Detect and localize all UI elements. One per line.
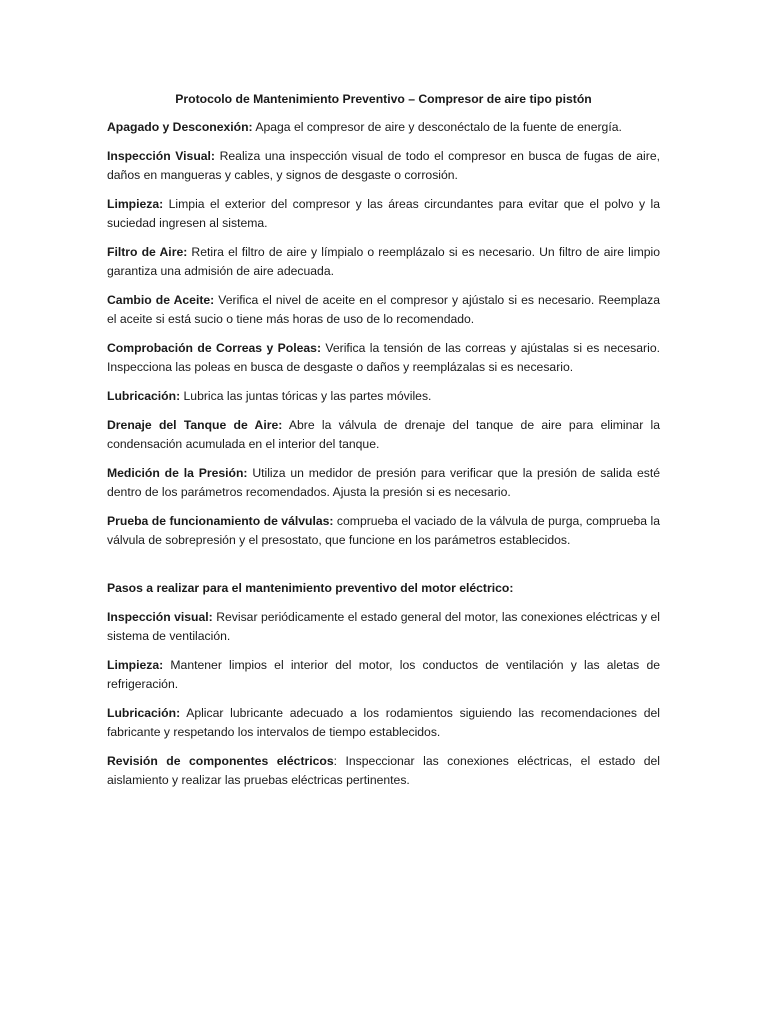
step-label: Medición de la Presión:: [107, 466, 248, 480]
compressor-step: [107, 464, 660, 502]
step-text: Lubrica las juntas tóricas y las partes móviles.: [180, 389, 432, 403]
compressor-step: [107, 195, 660, 233]
motor-step: [107, 704, 660, 742]
step-label: Comprobación de Correas y Poleas:: [107, 341, 321, 355]
step-label: Inspección visual:: [107, 610, 213, 624]
step-text: Apaga el compresor de aire y desconéctalo de la fuente de energía.: [252, 120, 622, 134]
step-label: Prueba de funcionamiento de válvulas:: [107, 514, 334, 528]
compressor-step: [107, 416, 660, 454]
step-text: Abre la válvula de drenaje del tanque de aire para eliminar la condensación acumulada en el interior del tanque.: [107, 418, 660, 451]
step-label: Limpieza:: [107, 197, 164, 211]
step-label: Filtro de Aire:: [107, 245, 188, 259]
step-text: Revisar periódicamente el estado general del motor, las conexiones eléctricas y el sistema de ventilación.: [107, 610, 660, 643]
motor-step: [107, 656, 660, 694]
motor-section-heading: Pasos a realizar para el mantenimiento preventivo del motor eléctrico:: [107, 581, 514, 595]
step-label: Inspección Visual:: [107, 149, 215, 163]
document-title: Protocolo de Mantenimiento Preventivo – Compresor de aire tipo pistón: [175, 92, 592, 106]
step-text: comprueba el vaciado de la válvula de purga, comprueba la válvula de sobrepresión y el presostato, que funcione en los parámetros establecidos.: [107, 514, 660, 547]
motor-step: [107, 608, 660, 646]
motor-step: [107, 752, 660, 790]
compressor-step: [107, 243, 660, 281]
compressor-steps-list: [107, 118, 660, 550]
compressor-step: [107, 387, 660, 406]
step-text: Retira el filtro de aire y límpialo o reemplázalo si es necesario. Un filtro de aire limpio garantiza una admisión de aire adecuada.: [107, 245, 660, 278]
step-label: Cambio de Aceite:: [107, 293, 215, 307]
step-text: Limpia el exterior del compresor y las áreas circundantes para evitar que el polvo y la suciedad ingresen al sistema.: [107, 197, 660, 230]
step-text: Verifica el nivel de aceite en el compresor y ajústalo si es necesario. Reemplaza el aceite si está sucio o tiene más horas de uso de lo recomendado.: [107, 293, 660, 326]
step-text: : Inspeccionar las conexiones eléctricas, el estado del aislamiento y realizar las pruebas eléctricas pertinentes.: [107, 754, 660, 787]
compressor-step: [107, 512, 660, 550]
document-page: [107, 90, 660, 800]
step-label: Lubricación:: [107, 706, 181, 720]
step-label: Drenaje del Tanque de Aire:: [107, 418, 283, 432]
step-text: Mantener limpios el interior del motor, los conductos de ventilación y las aletas de refrigeración.: [107, 658, 660, 691]
section-spacer: [107, 560, 660, 579]
step-label: Lubricación:: [107, 389, 181, 403]
step-text: Aplicar lubricante adecuado a los rodamientos siguiendo las recomendaciones del fabricante y respetando los intervalos de tiempo establecidos.: [107, 706, 660, 739]
step-label: Revisión de componentes eléctricos: [107, 754, 334, 768]
step-label: Apagado y Desconexión:: [107, 120, 253, 134]
motor-steps-list: [107, 608, 660, 790]
step-label: Limpieza:: [107, 658, 164, 672]
compressor-step: [107, 339, 660, 377]
compressor-step: [107, 118, 660, 137]
step-text: Verifica la tensión de las correas y ajústalas si es necesario. Inspecciona las poleas en busca de desgaste o daños y reemplázalas si es necesario.: [107, 341, 660, 374]
step-text: Utiliza un medidor de presión para verificar que la presión de salida esté dentro de los parámetros recomendados. Ajusta la presión si es necesario.: [107, 466, 660, 499]
compressor-step: [107, 291, 660, 329]
compressor-step: [107, 147, 660, 185]
step-text: Realiza una inspección visual de todo el compresor en busca de fugas de aire, daños en mangueras y cables, y signos de desgaste o corrosión.: [107, 149, 660, 182]
